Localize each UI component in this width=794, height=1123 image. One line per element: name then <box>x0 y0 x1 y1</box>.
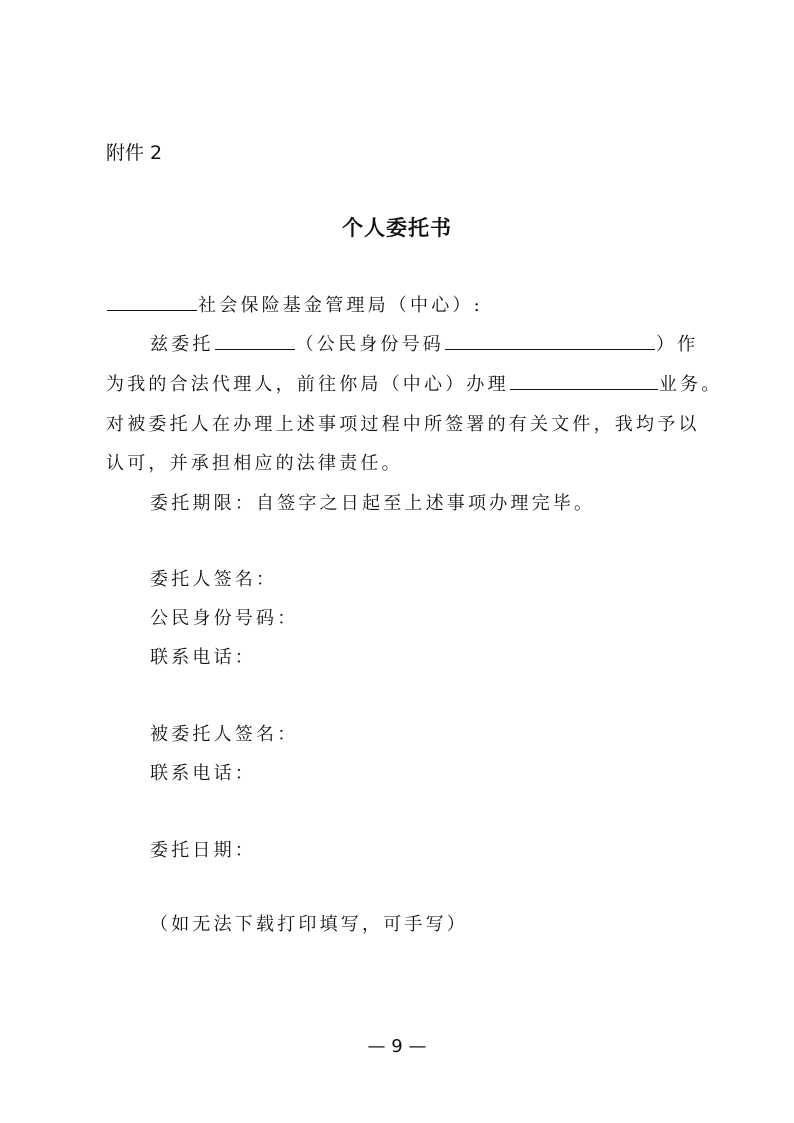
p1-mid: （公民身份号码 <box>295 334 445 355</box>
principal-id-field[interactable]: 公民身份号码： <box>150 608 299 629</box>
body-line-3: 对被委托人在办理上述事项过程中所签署的有关文件，我均予以 <box>106 414 700 435</box>
attachment-label: 附件 2 <box>106 142 163 164</box>
p2-suffix: 业务。 <box>658 374 723 395</box>
principal-signature-field[interactable]: 委托人签名： <box>150 569 278 590</box>
agent-name-blank[interactable] <box>215 331 295 350</box>
handwrite-note: （如无法下载打印填写，可手写） <box>150 914 468 935</box>
addressee-line <box>106 291 483 317</box>
bureau-name-blank[interactable] <box>107 292 197 311</box>
p1-prefix: 兹委托 <box>150 334 214 355</box>
principal-phone-field[interactable]: 联系电话： <box>150 647 256 668</box>
body-line-1 <box>150 330 698 356</box>
body-line-2 <box>106 370 722 396</box>
page-number: — 9 — <box>367 1036 427 1057</box>
agent-signature-field[interactable]: 被委托人签名： <box>150 724 299 745</box>
body-line-4: 认可，并承担相应的法律责任。 <box>106 453 403 474</box>
agent-id-blank[interactable] <box>445 331 655 350</box>
agent-phone-field[interactable]: 联系电话： <box>150 763 256 784</box>
p1-suffix: ）作 <box>656 334 699 355</box>
addressee-suffix: 社会保险基金管理局（中心）: <box>198 295 483 316</box>
document-title: 个人委托书 <box>342 215 452 240</box>
date-field[interactable]: 委托日期： <box>150 840 256 861</box>
body-line-5: 委托期限：自签字之日起至上述事项办理完毕。 <box>150 493 596 514</box>
business-type-blank[interactable] <box>510 371 658 390</box>
p2-prefix: 为我的合法代理人，前往你局（中心）办理 <box>106 374 509 395</box>
